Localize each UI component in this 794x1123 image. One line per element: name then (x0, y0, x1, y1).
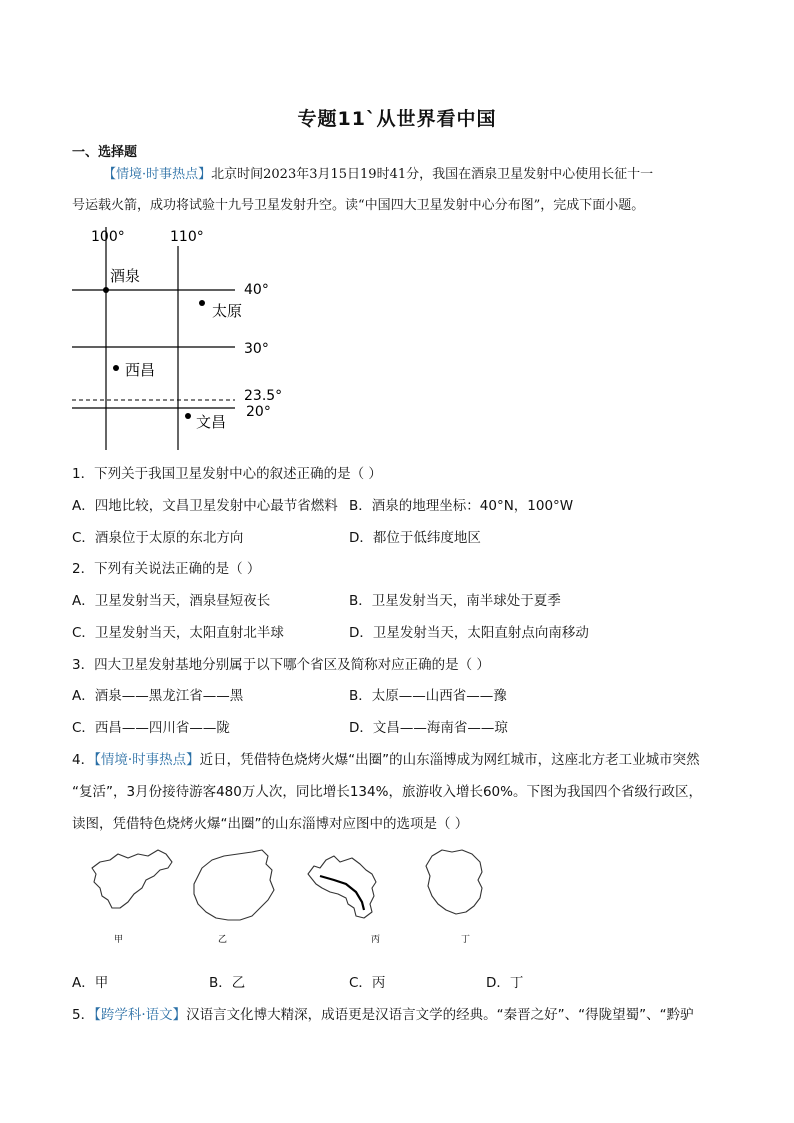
lat-label-23-5: 23.5° (244, 388, 283, 404)
q3-option-c[interactable]: C．西昌——四川省——陇 (72, 720, 230, 736)
lon-label-100: 100° (91, 229, 125, 245)
q1-option-d[interactable]: D．都位于低纬度地区 (349, 530, 481, 546)
q1-option-b[interactable]: B．酒泉的地理坐标：40°N，100°W (349, 498, 574, 514)
question-4-line-2: “复活”，3月份接待游客480万人次，同比增长134%，旅游收入增长60%。下图为我国四个省级行政区， (72, 784, 702, 800)
lat-label-40: 40° (244, 282, 269, 298)
q2-option-a[interactable]: A．卫星发射当天，酒泉昼短夜长 (72, 593, 271, 609)
q5-tag: 【跨学科·语文】 (94, 1007, 187, 1023)
intro-line-1 (103, 165, 653, 185)
q1-option-c[interactable]: C．酒泉位于太原的东北方向 (72, 530, 244, 546)
lat-label-20: 20° (246, 404, 271, 420)
q4-tag: 【情境·时事热点】 (94, 752, 200, 768)
question-4-line-1 (72, 748, 700, 768)
q4-option-d[interactable]: D．丁 (486, 975, 524, 991)
q2-option-d[interactable]: D．卫星发射当天，太阳直射点向南移动 (349, 625, 589, 641)
q4-number: 4． (72, 752, 95, 768)
shape-ding (418, 846, 498, 946)
q2-option-b[interactable]: B．卫星发射当天，南半球处于夏季 (349, 593, 561, 609)
question-1-stem: 1．下列关于我国卫星发射中心的叙述正确的是（ ） (72, 466, 382, 482)
section-heading: 一、选择题 (72, 145, 138, 160)
shape-yi (188, 846, 283, 946)
shape-label-jia: 甲 (114, 935, 124, 945)
page-title: 专题11`从世界看中国 (297, 108, 497, 130)
q4-option-b[interactable]: B．乙 (209, 975, 246, 991)
q4-option-c[interactable]: C．丙 (349, 975, 386, 991)
shape-label-ding: 丁 (461, 935, 471, 945)
jiuquan-dot (103, 287, 109, 293)
shape-label-bing: 丙 (371, 935, 381, 945)
question-4-line-3: 读图，凭借特色烧烤火爆“出圈”的山东淄博对应图中的选项是（ ） (72, 816, 469, 832)
q5-number: 5． (72, 1007, 95, 1023)
question-2-stem: 2．下列有关说法正确的是（ ） (72, 561, 261, 577)
q3-option-b[interactable]: B．太原——山西省——豫 (349, 688, 507, 704)
place-wenchang: 文昌 (196, 413, 227, 431)
shape-label-yi: 乙 (218, 935, 228, 945)
q4-option-a[interactable]: A．甲 (72, 975, 109, 991)
intro-tag: 【情境·时事热点】 (103, 167, 212, 182)
question-5-line-1 (72, 1003, 694, 1023)
q3-option-d[interactable]: D．文昌——海南省——琼 (349, 720, 508, 736)
q3-option-a[interactable]: A．酒泉——黑龙江省——黑 (72, 688, 244, 704)
shape-jia (88, 846, 180, 946)
intro-line-2: 号运载火箭，成功将试验十九号卫星发射升空。读“中国四大卫星发射中心分布图”，完成下面小题。 (72, 198, 645, 213)
q4-text-1: 近日，凭借特色烧烤火爆“出圈”的山东淄博成为网红城市，这座北方老工业城市突然 (199, 752, 700, 768)
place-taiyuan: 太原 (212, 302, 243, 320)
place-xichang: 西昌 (125, 361, 156, 379)
intro-text-1: 北京时间2023年3月15日19时41分，我国在酒泉卫星发射中心使用长征十一 (211, 167, 654, 182)
shape-bing (300, 846, 400, 946)
launch-center-map (60, 222, 300, 454)
taiyuan-dot (199, 300, 205, 306)
xichang-dot (113, 365, 119, 371)
lat-label-30: 30° (244, 341, 269, 357)
lon-label-110: 110° (170, 229, 204, 245)
wenchang-dot (185, 413, 191, 419)
q2-option-c[interactable]: C．卫星发射当天，太阳直射北半球 (72, 625, 284, 641)
q5-text-1: 汉语言文化博大精深，成语更是汉语言文学的经典。“秦晋之好”、“得陇望蜀”、“黔驴 (186, 1007, 694, 1023)
place-jiuquan: 酒泉 (110, 267, 141, 285)
question-3-stem: 3．四大卫星发射基地分别属于以下哪个省区及简称对应正确的是（ ） (72, 657, 490, 673)
q1-option-a[interactable]: A．四地比较，文昌卫星发射中心最节省燃料 (72, 498, 338, 514)
